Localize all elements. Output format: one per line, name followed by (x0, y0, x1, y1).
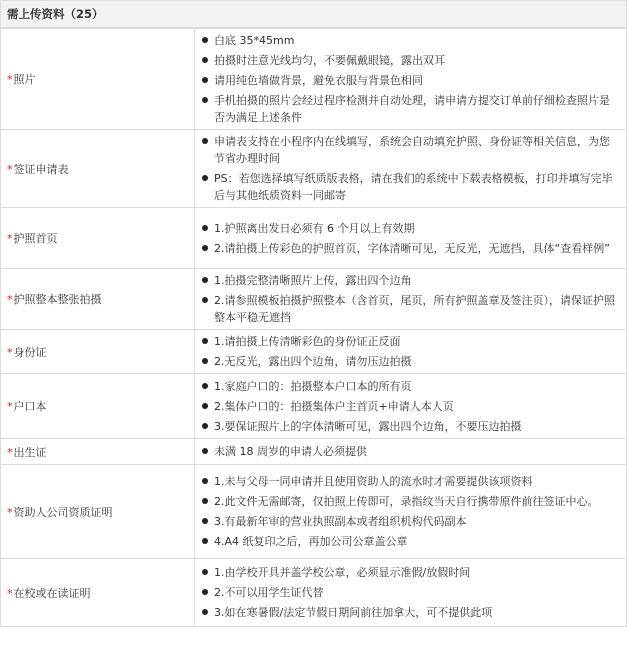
requirement-item-text: 拍摄时注意光线均匀，不要佩戴眼镜，露出双耳 (214, 54, 445, 67)
bullet-icon (202, 383, 208, 389)
required-asterisk: * (7, 505, 13, 519)
requirement-item-list (201, 272, 618, 326)
requirement-item (201, 473, 618, 490)
requirement-label-cell (1, 269, 195, 330)
requirement-label: 在校或在读证明 (13, 586, 91, 600)
requirement-item-text: 1.由学校开具并盖学校公章，必须显示准假/放假时间 (214, 566, 471, 579)
requirement-items-cell (195, 559, 627, 627)
section-header (0, 0, 627, 28)
requirement-label-cell (1, 559, 195, 627)
requirement-item-text: 2.无反光，露出四个边角，请勿压边拍摄 (214, 355, 412, 368)
requirement-row (1, 559, 627, 627)
requirement-label-cell (1, 330, 195, 374)
requirement-row (1, 439, 627, 465)
requirement-item-text: 1.拍摄完整清晰照片上传，露出四个边角 (214, 274, 412, 287)
requirement-item (201, 584, 618, 601)
requirement-item (201, 378, 618, 395)
bullet-icon (202, 225, 208, 231)
requirement-item (201, 72, 618, 89)
bullet-icon (202, 498, 208, 504)
requirement-item (201, 220, 618, 237)
required-asterisk: * (7, 73, 13, 86)
requirement-item (201, 493, 618, 510)
requirement-item (201, 533, 618, 550)
requirements-table-body (1, 29, 627, 627)
bullet-icon (202, 245, 208, 251)
requirement-item-list (201, 133, 618, 204)
requirement-label: 资助人公司资质证明 (13, 505, 113, 519)
requirement-item-list (201, 333, 618, 370)
requirement-label-cell (1, 208, 195, 269)
requirement-row (1, 269, 627, 330)
required-asterisk: * (7, 162, 13, 176)
requirement-item (201, 272, 618, 289)
requirement-item (201, 240, 618, 257)
requirement-item-text: 3.有最新年审的营业执照副本或者组织机构代码副本 (214, 515, 467, 528)
requirement-row (1, 330, 627, 374)
bullet-icon (202, 538, 208, 544)
requirement-label: 护照整本整张拍摄 (13, 293, 102, 306)
bullet-icon (202, 57, 208, 63)
requirement-label: 户口本 (13, 400, 47, 413)
requirement-item-list (201, 32, 618, 126)
bullet-icon (202, 37, 208, 43)
bullet-icon (202, 423, 208, 429)
requirement-label: 照片 (13, 73, 36, 86)
bullet-icon (202, 338, 208, 344)
requirement-item-list (201, 220, 618, 257)
requirements-table (0, 28, 627, 627)
requirement-items-cell (195, 269, 627, 330)
bullet-icon (202, 448, 208, 454)
requirement-label-cell (1, 29, 195, 130)
requirement-label-cell (1, 374, 195, 439)
requirement-item (201, 52, 618, 69)
requirement-item (201, 353, 618, 370)
required-asterisk: * (7, 293, 13, 306)
requirement-items-cell (195, 439, 627, 465)
requirement-label-cell (1, 465, 195, 559)
bullet-icon (202, 403, 208, 409)
requirement-item-text: PS：若您选择填写纸质版表格，请在我们的系统中下载表格模板，打印并填写完毕后与其他纸质资料一同邮寄 (214, 172, 613, 202)
requirement-item (201, 133, 618, 167)
requirement-items-cell (195, 465, 627, 559)
bullet-icon (202, 589, 208, 595)
bullet-icon (202, 297, 208, 303)
requirement-label: 护照首页 (13, 232, 58, 245)
requirement-item-text: 2.集体户口的：拍摄集体户主首页+申请人本人页 (214, 399, 454, 413)
requirement-item (201, 604, 618, 621)
section-title: 需上传资料（25） (7, 7, 104, 21)
required-asterisk: * (7, 345, 13, 359)
requirement-item-text: 3.如在寒暑假/法定节假日期间前往加拿大，可不提供此项 (214, 606, 493, 619)
requirement-item (201, 292, 618, 326)
requirement-item-list (201, 564, 618, 621)
requirement-item (201, 564, 618, 581)
requirement-item-text: 3.要保证照片上的字体清晰可见，露出四个边角，不要压边拍摄 (214, 419, 522, 433)
requirement-row (1, 130, 627, 208)
required-asterisk: * (7, 445, 13, 459)
bullet-icon (202, 175, 208, 181)
requirement-label: 签证申请表 (13, 162, 69, 176)
required-asterisk: * (7, 232, 13, 245)
requirement-items-cell (195, 330, 627, 374)
bullet-icon (202, 609, 208, 615)
requirement-item-text: 未满 18 周岁的申请人必须提供 (214, 445, 367, 458)
requirement-row (1, 465, 627, 559)
requirement-item (201, 170, 618, 204)
requirement-label-cell (1, 130, 195, 208)
requirement-items-cell (195, 374, 627, 439)
requirement-item-text: 白底 35*45mm (214, 34, 295, 47)
bullet-icon (202, 277, 208, 283)
requirement-item (201, 32, 618, 49)
requirement-item (201, 92, 618, 126)
requirement-label-cell (1, 439, 195, 465)
required-asterisk: * (7, 586, 13, 600)
requirement-item-text: 2.请参照模板拍摄护照整本（含首页，尾页，所有护照盖章及签注页），请保证护照整本平稳无遮挡 (214, 294, 615, 324)
bullet-icon (202, 97, 208, 103)
requirement-item-text: 1.未与父母一同申请并且使用资助人的流水时才需要提供该项资料 (214, 475, 533, 488)
requirement-item-list (201, 378, 618, 435)
requirement-item-text: 2.请拍摄上传彩色的护照首页，字体清晰可见，无反光，无遮挡，具体“查看样例” (214, 241, 610, 255)
requirement-row (1, 374, 627, 439)
bullet-icon (202, 478, 208, 484)
requirement-items-cell (195, 29, 627, 130)
requirement-item-text: 1.护照离出发日必须有 6 个月以上有效期 (214, 221, 415, 235)
requirement-item-text: 2.此文件无需邮寄，仅拍照上传即可，录指纹当天自行携带原件前往签证中心。 (214, 495, 599, 508)
requirement-item-text: 请用纯色墙做背景，避免衣服与背景色相同 (214, 74, 423, 87)
requirement-item (201, 418, 618, 435)
requirement-item-text: 4.A4 纸复印之后，再加公司公章盖公章 (214, 535, 408, 548)
requirement-item-text: 手机拍摄的照片会经过程序检测并自动处理，请申请方提交订单前仔细检查照片是否为满足上述条件 (214, 94, 610, 124)
requirement-items-cell (195, 130, 627, 208)
requirement-label: 出生证 (13, 445, 47, 459)
required-asterisk: * (7, 400, 13, 413)
requirement-item (201, 398, 618, 415)
requirement-item-text: 1.请拍摄上传清晰彩色的身份证正反面 (214, 335, 401, 348)
requirement-item-text: 1.家庭户口的：拍摄整本户口本的所有页 (214, 379, 412, 393)
requirement-item-list (201, 473, 618, 550)
requirement-item (201, 333, 618, 350)
bullet-icon (202, 77, 208, 83)
bullet-icon (202, 358, 208, 364)
requirement-item-list (201, 443, 618, 460)
requirement-item (201, 443, 618, 460)
bullet-icon (202, 569, 208, 575)
requirement-row (1, 208, 627, 269)
requirement-items-cell (195, 208, 627, 269)
bullet-icon (202, 138, 208, 144)
requirement-item (201, 513, 618, 530)
bullet-icon (202, 518, 208, 524)
requirement-row (1, 29, 627, 130)
requirement-item-text: 申请表支持在小程序内在线填写，系统会自动填充护照、身份证等相关信息，为您节省办理时间 (214, 135, 610, 165)
requirement-label: 身份证 (13, 345, 47, 359)
requirement-item-text: 2.不可以用学生证代替 (214, 586, 324, 599)
